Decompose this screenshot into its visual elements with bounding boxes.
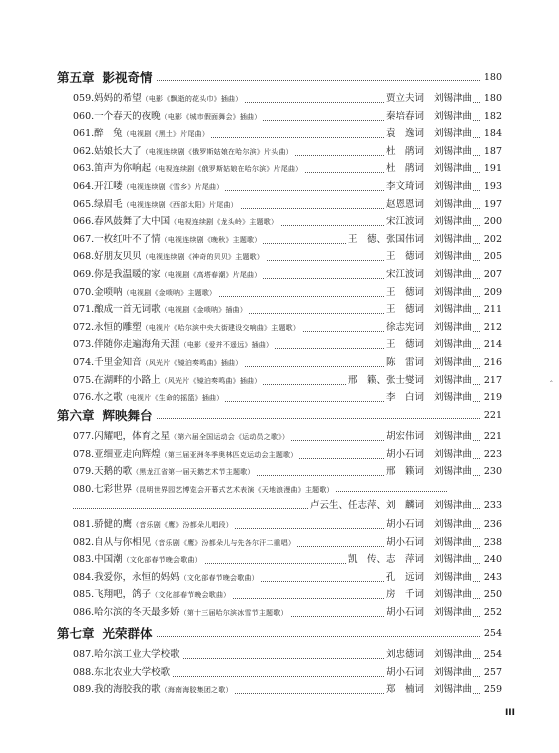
entry-page: 259 — [480, 683, 502, 697]
toc-entry — [73, 448, 502, 464]
chapter-heading — [57, 408, 502, 426]
entry-credits — [384, 648, 472, 662]
entry-page: 212 — [480, 321, 502, 335]
entry-title: 085.飞翔吧，鸽子 — [73, 589, 152, 601]
entry-composer: 刘锡津曲 — [433, 357, 472, 368]
entry-title: 066.春风鼓舞了大中国 — [73, 216, 171, 228]
entry-title: 070.金唢呐 — [73, 286, 123, 298]
entry-title: 088.东北农业大学校歌 — [73, 666, 171, 678]
entry-page: 233 — [480, 499, 502, 513]
entry-composer: 刘锡津曲 — [433, 216, 472, 228]
entry-note: （电视连续剧《神奇的贝贝》主题歌） — [141, 253, 265, 262]
entry-page: 250 — [480, 588, 502, 602]
entry-page: 230 — [480, 465, 502, 479]
entry-title: 089.我的海胶我的歌 — [73, 684, 161, 696]
entry-title-wrap — [73, 374, 263, 388]
entry-credits — [384, 606, 472, 620]
entry-page: 217 — [480, 374, 502, 388]
entry-composer: 刘锡津曲 — [433, 110, 472, 122]
toc-entry — [73, 321, 502, 337]
entry-page: 221 — [480, 430, 502, 444]
toc-entry — [73, 588, 502, 604]
entry-page: 236 — [480, 518, 502, 532]
entry-credits — [308, 499, 472, 513]
entry-lyricist: 李 白词 — [385, 392, 424, 404]
entry-title: 062.姑娘长大了 — [73, 145, 142, 157]
entry-page: 202 — [480, 233, 502, 247]
entry-composer: 刘锡津曲 — [433, 589, 472, 601]
entry-title: 081.骄健的鹰 — [73, 519, 133, 530]
entry-note: （电视剧《黑土》片尾曲） — [122, 130, 210, 139]
entry-note: （第十三届哈尔滨冰雪节主题歌） — [179, 609, 288, 617]
entry-lyricist: 秦培春词 — [385, 110, 424, 122]
entry-page: 200 — [480, 215, 502, 229]
entry-composer: 刘锡津曲 — [433, 684, 472, 696]
chapter-page: 254 — [481, 627, 502, 641]
toc-entry — [73, 430, 502, 446]
entry-composer: 刘锡津曲 — [433, 233, 472, 245]
entry-title-wrap — [73, 391, 225, 405]
entry-title-wrap — [73, 666, 172, 680]
entry-lyricist: 胡小石词 — [385, 666, 424, 678]
entry-page: 205 — [480, 250, 502, 264]
margin-mark: ‸ — [550, 373, 553, 382]
chapter-page: 221 — [481, 409, 502, 423]
entry-composer: 刘锡津曲 — [433, 286, 472, 298]
entry-lyricist: 胡小石词 — [385, 536, 424, 548]
entry-page: 219 — [480, 391, 502, 405]
entry-title-wrap — [73, 162, 304, 176]
entry-lyricist: 李文琦词 — [385, 181, 424, 192]
entry-lyricist: 邢 籁、张士燮词 — [347, 374, 424, 386]
toc-entry — [73, 338, 502, 354]
entry-composer: 刘锡津曲 — [433, 198, 472, 210]
toc-entry — [73, 268, 502, 284]
entry-credits — [384, 286, 472, 300]
entry-credits — [384, 465, 472, 479]
entry-credits — [384, 430, 472, 444]
entry-lyricist: 孔 远词 — [385, 571, 424, 583]
entry-title-wrap — [73, 430, 291, 444]
entry-credits — [384, 127, 472, 141]
entry-lyricist: 赵恩恩词 — [385, 198, 424, 210]
chapter-title — [57, 70, 156, 86]
entry-title: 078.亚细亚走向辉煌 — [73, 448, 161, 460]
entry-title: 074.千里金知音 — [73, 357, 142, 368]
entry-note: （黑龙江省第一届天鹅艺术节主题歌） — [132, 468, 255, 477]
entry-title: 087.哈尔滨工业大学校歌 — [73, 649, 180, 660]
entry-title-wrap — [73, 180, 225, 194]
entry-credits — [384, 536, 472, 550]
entry-title: 075.在湖畔的小路上 — [73, 374, 161, 386]
entry-note: （电影《爱并不遥远》插曲） — [179, 341, 274, 350]
entry-composer: 刘锡津曲 — [433, 128, 472, 140]
chapter-heading — [57, 626, 502, 644]
entry-lyricist: 王 德、张国伟词 — [347, 233, 424, 245]
entry-composer: 刘锡津曲 — [433, 374, 472, 386]
entry-title: 065.绿眉毛 — [73, 198, 123, 210]
entry-credits — [384, 321, 472, 335]
toc-entry — [73, 391, 502, 407]
entry-composer: 刘锡津曲 — [433, 392, 472, 404]
entry-note: （第三届亚洲冬季奥林匹克运动会主题歌） — [160, 450, 298, 459]
entry-title: 068.好朋友贝贝 — [73, 251, 142, 263]
entry-note: （文化部春节晚会歌曲） — [151, 591, 231, 600]
chapter-label: 第五章 — [57, 70, 95, 85]
entry-composer: 刘锡津曲 — [433, 499, 472, 511]
entry-title-wrap — [73, 571, 261, 585]
chapter-title — [57, 408, 156, 424]
entry-title-wrap — [73, 483, 336, 497]
entry-composer: 刘锡津曲 — [433, 666, 472, 678]
entry-credits — [346, 374, 472, 388]
entry-note: （文化部春节晚会歌曲） — [122, 556, 202, 565]
entry-title: 061.醉 兔 — [73, 128, 123, 140]
entry-composer: 刘锡津曲 — [433, 339, 472, 351]
entry-page: 252 — [480, 606, 502, 620]
toc-entry — [73, 162, 502, 178]
entry-lyricist: 徐志宪词 — [385, 321, 424, 333]
toc-entry — [73, 666, 502, 682]
entry-note: （电视连续剧《雪乡》片尾曲） — [122, 183, 224, 191]
entry-title-wrap — [73, 198, 240, 212]
entry-note: （电视连续剧《晚秋》主题歌） — [160, 235, 262, 244]
entry-credits — [384, 110, 472, 124]
entry-note: （电影《城市假面舞会》插曲） — [160, 112, 262, 121]
entry-title-wrap — [73, 338, 275, 352]
toc-entry — [73, 571, 502, 587]
entry-title: 086.哈尔滨的冬天最多娇 — [73, 607, 180, 618]
entry-page: 240 — [480, 553, 502, 567]
toc-entry — [73, 145, 502, 161]
toc-entry — [73, 303, 502, 319]
entry-composer: 刘锡津曲 — [433, 536, 472, 548]
toc-entry — [73, 110, 502, 126]
entry-credits — [384, 92, 472, 106]
entry-lyricist: 王 德词 — [385, 286, 424, 298]
entry-note: （电影《飘逝的花头巾》插曲） — [141, 95, 243, 103]
chapter-name: 光荣群体 — [102, 626, 153, 641]
entry-credits — [384, 303, 472, 317]
entry-title-wrap — [73, 127, 211, 141]
entry-note: （电视剧《高塔春潮》片尾曲） — [160, 271, 262, 279]
toc-entry — [73, 250, 502, 266]
entry-credits — [384, 145, 472, 159]
entry-composer: 刘锡津曲 — [433, 251, 472, 263]
toc-entry — [73, 465, 502, 481]
entry-note: （电视连续剧《俄罗斯姑娘在哈尔滨》片尾曲） — [151, 165, 303, 174]
entry-title: 084.我爱你，永恒的妈妈 — [73, 571, 180, 583]
entry-note: （电视剧《金唢呐》插曲） — [160, 306, 248, 315]
entry-lyricist: 袁 逸词 — [385, 128, 424, 140]
entry-note: （风光片《镜泊奏鸣曲》插曲） — [141, 359, 243, 367]
entry-composer: 刘锡津曲 — [433, 649, 472, 660]
entry-title: 063.笛声为你响起 — [73, 163, 152, 175]
entry-title-wrap — [73, 233, 263, 247]
entry-lyricist: 王 德词 — [385, 304, 424, 316]
entry-page: 180 — [480, 92, 502, 106]
entry-page: 191 — [480, 162, 502, 176]
entry-note: （电视连续剧《俄罗斯姑娘在哈尔滨》片头曲） — [141, 147, 293, 156]
entry-lyricist: 邢 籁词 — [385, 466, 424, 478]
entry-note: （昆明世界园艺博览会开幕式艺术表演《天地浪漫曲》主题歌） — [132, 485, 334, 494]
entry-credits — [384, 518, 472, 532]
entry-note: （电视片《哈尔滨中央大街建设交响曲》主题歌） — [141, 323, 301, 332]
toc-entry — [73, 518, 502, 534]
entry-credits — [384, 683, 472, 697]
entry-page: 223 — [480, 448, 502, 462]
entry-note: （电视片《生命的摇篮》插曲） — [122, 394, 224, 403]
entry-composer: 刘锡津曲 — [433, 466, 472, 478]
toc-entry — [73, 356, 502, 372]
chapter-name: 影视奇情 — [102, 70, 153, 85]
entry-note: （海南海胶集团之歌） — [160, 686, 233, 695]
entry-title: 064.开江喽 — [73, 181, 123, 192]
toc-entry — [73, 215, 502, 231]
toc-entry — [73, 180, 502, 196]
entry-title-wrap — [73, 536, 297, 550]
entry-lyricist: 郑 楠词 — [385, 684, 424, 696]
entry-title-wrap — [73, 465, 257, 479]
entry-lyricist: 贾立夫词 — [385, 93, 424, 104]
entry-lyricist: 杜 鹃词 — [385, 145, 424, 157]
toc-entry — [73, 683, 502, 699]
entry-credits — [384, 391, 472, 405]
entry-title: 073.伴随你走遍海角天涯 — [73, 339, 180, 351]
entry-page: 187 — [480, 145, 502, 159]
entry-lyricist: 杜 鹃词 — [385, 163, 424, 175]
entry-title: 077.闪耀吧，体育之星 — [73, 431, 171, 442]
entry-credits — [384, 268, 472, 282]
entry-note: （文化部春节晚会歌曲） — [179, 573, 259, 582]
toc-entry — [73, 374, 502, 390]
entry-page: 254 — [480, 648, 502, 662]
entry-composer: 刘锡津曲 — [433, 571, 472, 583]
entry-composer: 刘锡津曲 — [433, 269, 472, 280]
entry-lyricist: 宋江波词 — [385, 216, 424, 228]
entry-title: 080.七彩世界 — [73, 483, 133, 495]
entry-title-wrap — [73, 268, 263, 282]
entry-composer: 刘锡津曲 — [433, 321, 472, 333]
toc-entry — [73, 127, 502, 143]
entry-page: 193 — [480, 180, 502, 194]
entry-page: 209 — [480, 286, 502, 300]
entry-title-wrap — [73, 250, 266, 264]
chapter-page: 180 — [481, 71, 502, 85]
entry-composer: 刘锡津曲 — [433, 145, 472, 157]
entry-page: 238 — [480, 536, 502, 550]
entry-note: （电视连续剧《龙头岭》主题歌） — [170, 218, 279, 227]
entry-note: （电视剧《金唢呐》主题歌） — [122, 288, 217, 297]
entry-composer: 刘锡津曲 — [433, 519, 472, 530]
entry-credits — [384, 666, 472, 680]
entry-credits — [346, 553, 472, 567]
entry-credits — [384, 180, 472, 194]
entry-composer: 刘锡津曲 — [433, 554, 472, 566]
entry-composer: 刘锡津曲 — [433, 431, 472, 442]
entry-lyricist: 宋江波词 — [385, 269, 424, 280]
entry-title: 059.妈妈的希望 — [73, 93, 142, 104]
entry-title-wrap — [73, 553, 204, 567]
entry-title-wrap — [73, 145, 295, 159]
entry-note: （电视连续剧《西部太阳》片尾曲） — [122, 200, 238, 209]
entry-title-wrap — [73, 110, 263, 124]
entry-composer: 刘锡津曲 — [433, 163, 472, 175]
entry-credits — [384, 162, 472, 176]
toc-entry — [73, 553, 502, 569]
entry-lyricist: 王 德词 — [385, 251, 424, 263]
entry-title-wrap — [73, 92, 244, 106]
entry-page: 216 — [480, 356, 502, 370]
entry-page: 207 — [480, 268, 502, 282]
entry-composer: 刘锡津曲 — [433, 304, 472, 316]
entry-page: 182 — [480, 110, 502, 124]
entry-note: （音乐剧《鹰》汾都朵儿唱段） — [132, 521, 233, 529]
entry-lyricist: 刘忠德词 — [385, 649, 424, 660]
toc-entry — [73, 198, 502, 214]
toc-entry — [73, 233, 502, 249]
entry-credits — [384, 448, 472, 462]
entry-title: 072.永恒的雕塑 — [73, 321, 142, 333]
entry-lyricist: 卢云生、任志萍、刘 麟词 — [309, 499, 424, 511]
entry-composer: 刘锡津曲 — [433, 607, 472, 618]
entry-title: 079.天鹅的歌 — [73, 466, 133, 478]
entry-title-wrap — [73, 215, 280, 229]
entry-lyricist: 胡小石词 — [385, 519, 424, 530]
entry-credits — [384, 250, 472, 264]
entry-composer: 刘锡津曲 — [433, 448, 472, 460]
entry-title: 083.中国潮 — [73, 554, 123, 566]
chapter-label: 第六章 — [57, 408, 95, 423]
entry-lyricist: 胡宏伟词 — [385, 431, 424, 442]
entry-page: 197 — [480, 198, 502, 212]
entry-title-wrap — [73, 588, 232, 602]
toc-entry — [73, 92, 502, 108]
entry-credits — [384, 356, 472, 370]
entry-credits — [384, 215, 472, 229]
entry-lyricist: 胡小石词 — [385, 448, 424, 460]
toc-entry — [73, 606, 502, 622]
entry-title-wrap — [73, 606, 290, 620]
entry-title-wrap — [73, 356, 244, 370]
entry-title-wrap — [73, 448, 299, 462]
chapter-title — [57, 626, 156, 642]
entry-title: 076.水之歌 — [73, 392, 123, 404]
entry-credits — [384, 338, 472, 352]
entry-title: 071.酿成一首无词歌 — [73, 304, 161, 316]
chapter-name: 辉映舞台 — [102, 408, 153, 423]
page-number: III — [504, 708, 515, 718]
entry-credits — [346, 233, 472, 247]
toc-entry — [73, 483, 502, 515]
entry-credits — [384, 571, 472, 585]
entry-title-wrap — [73, 303, 249, 317]
entry-credits — [384, 198, 472, 212]
entry-page: 243 — [480, 571, 502, 585]
entry-page: 184 — [480, 127, 502, 141]
toc-entry — [73, 286, 502, 302]
entry-title: 069.你是我温暖的家 — [73, 269, 161, 280]
entry-note: （音乐剧《鹰》汾都朵儿与先各尔汗二重唱） — [151, 538, 296, 547]
entry-title-wrap — [73, 683, 235, 697]
entry-page: 214 — [480, 338, 502, 352]
entry-composer: 刘锡津曲 — [433, 93, 472, 104]
entry-lyricist: 王 德词 — [385, 339, 424, 351]
entry-lyricist: 胡小石词 — [385, 607, 424, 618]
entry-title-wrap — [73, 286, 218, 300]
entry-page: 211 — [480, 303, 502, 317]
entry-title: 082.自从与你相见 — [73, 536, 152, 548]
chapter-label: 第七章 — [57, 626, 95, 641]
entry-title: 067.一枚红叶不了情 — [73, 233, 161, 245]
toc-entry — [73, 536, 502, 552]
entry-title-wrap — [73, 321, 302, 335]
entry-title-wrap — [73, 648, 182, 662]
entry-title: 060.一个春天的夜晚 — [73, 110, 161, 122]
entry-lyricist: 凯 传、志 萍词 — [347, 554, 424, 566]
chapter-heading — [57, 70, 502, 88]
entry-title-wrap — [73, 518, 235, 532]
entry-note: （第六届全国运动会《运动员之歌》） — [170, 433, 290, 441]
entry-lyricist: 陈 雷词 — [385, 357, 424, 368]
entry-credits — [384, 588, 472, 602]
entry-lyricist: 房 千词 — [385, 589, 424, 601]
entry-note: （风光片《镜泊奏鸣曲》插曲） — [160, 376, 262, 385]
toc-entry — [73, 648, 502, 664]
entry-composer: 刘锡津曲 — [433, 181, 472, 192]
entry-page: 257 — [480, 666, 502, 680]
